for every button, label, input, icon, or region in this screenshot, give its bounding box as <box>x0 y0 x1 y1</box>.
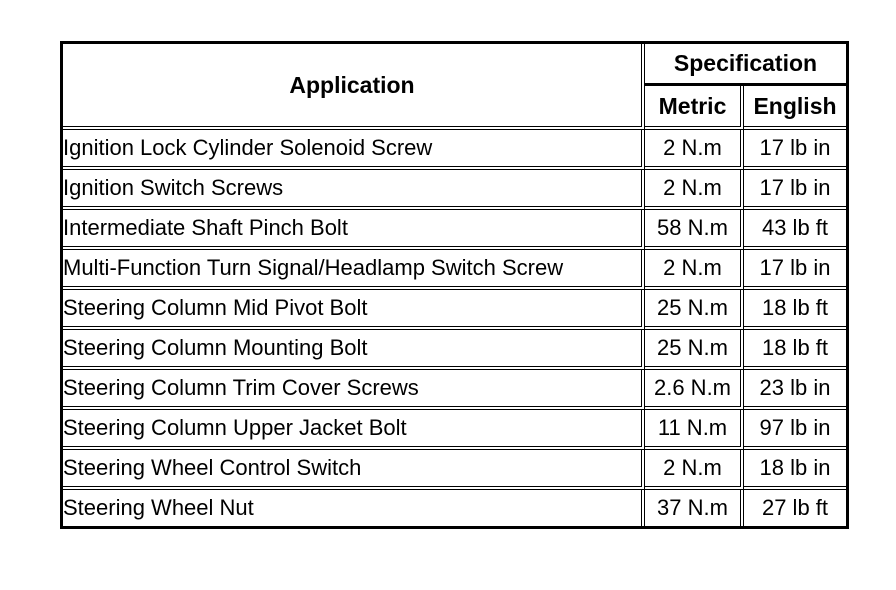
application-column-header: Application <box>63 44 645 130</box>
specification-column-header: Specification <box>645 44 846 86</box>
table-row <box>63 410 846 450</box>
application-cell: Steering Column Mid Pivot Bolt <box>63 290 645 330</box>
torque-specification-table <box>60 41 849 529</box>
table-row <box>63 450 846 490</box>
table-row <box>63 330 846 370</box>
metric-cell: 2.6 N.m <box>645 370 744 410</box>
english-column-header: English <box>744 86 846 130</box>
application-cell: Intermediate Shaft Pinch Bolt <box>63 210 645 250</box>
english-cell: 18 lb ft <box>744 290 846 330</box>
application-cell: Steering Wheel Control Switch <box>63 450 645 490</box>
application-cell: Steering Column Upper Jacket Bolt <box>63 410 645 450</box>
english-cell: 97 lb in <box>744 410 846 450</box>
application-cell: Ignition Lock Cylinder Solenoid Screw <box>63 130 645 170</box>
english-cell: 17 lb in <box>744 130 846 170</box>
header-row-top <box>63 44 846 86</box>
english-cell: 18 lb in <box>744 450 846 490</box>
metric-cell: 2 N.m <box>645 170 744 210</box>
table-row <box>63 250 846 290</box>
english-cell: 18 lb ft <box>744 330 846 370</box>
table-row <box>63 490 846 526</box>
application-cell: Multi-Function Turn Signal/Headlamp Switch Screw <box>63 250 645 290</box>
metric-cell: 2 N.m <box>645 130 744 170</box>
application-cell: Steering Wheel Nut <box>63 490 645 526</box>
application-cell: Steering Column Trim Cover Screws <box>63 370 645 410</box>
application-cell: Ignition Switch Screws <box>63 170 645 210</box>
english-cell: 17 lb in <box>744 250 846 290</box>
metric-cell: 25 N.m <box>645 290 744 330</box>
metric-column-header: Metric <box>645 86 744 130</box>
metric-cell: 37 N.m <box>645 490 744 526</box>
english-cell: 23 lb in <box>744 370 846 410</box>
application-cell: Steering Column Mounting Bolt <box>63 330 645 370</box>
metric-cell: 2 N.m <box>645 450 744 490</box>
table-row <box>63 210 846 250</box>
metric-cell: 25 N.m <box>645 330 744 370</box>
table-row <box>63 290 846 330</box>
table-row <box>63 170 846 210</box>
table-row <box>63 130 846 170</box>
english-cell: 17 lb in <box>744 170 846 210</box>
table-row <box>63 370 846 410</box>
english-cell: 43 lb ft <box>744 210 846 250</box>
metric-cell: 11 N.m <box>645 410 744 450</box>
metric-cell: 2 N.m <box>645 250 744 290</box>
english-cell: 27 lb ft <box>761 495 829 520</box>
metric-cell: 58 N.m <box>645 210 744 250</box>
